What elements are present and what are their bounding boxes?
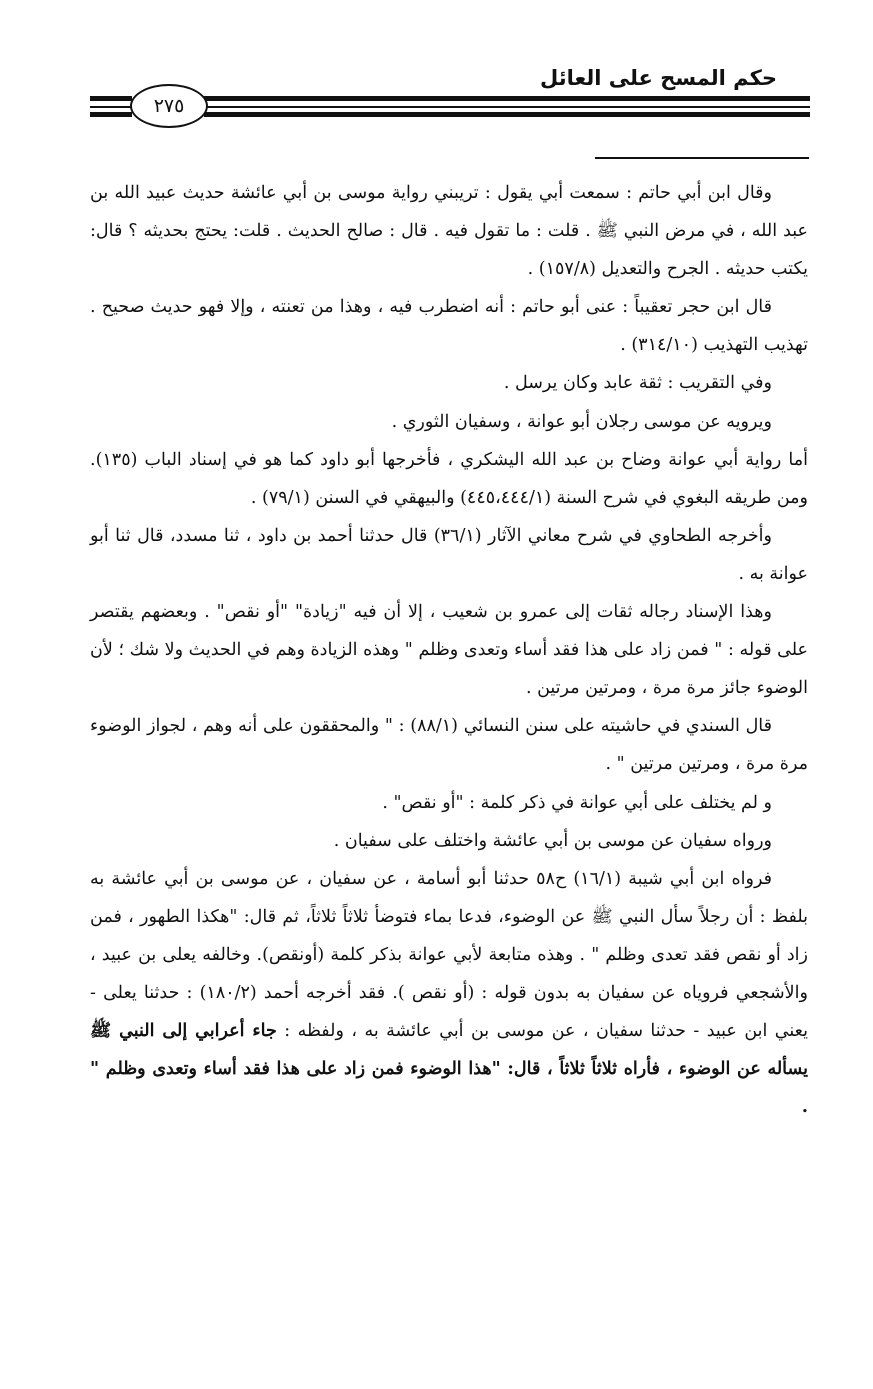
header-rule-left-middle — [90, 106, 132, 108]
paragraph-text: فرواه ابن أبي شيبة (١٦/١) ح٥٨ حدثنا أبو أسامة ، عن سفيان ، عن موسى بن أبي عائشة به بلفظ : أن رجلاً سأل النبي ﷺ عن الوضوء، فدعا بماء فتوضأ ثلاثاً ثلاثاً، ثم قال: "هكذا الطهور ، فمن زاد أو نقص فقد تعدى وظلم " . وهذه متابعة لأبي عوانة بذكر كلمة (أونقص). وخالفه يعلى بن عبيد ، والأشجعي فروياه عن سفيان به بدون قوله : (أو نقص ). فقد أخرجه أحمد (١٨٠/٢) : حدثنا يعلى - يعني ابن عبيد - حدثنا سفيان ، عن موسى بن أبي عائشة به ، ولفظه : — [90, 868, 808, 1042]
main-text — [90, 174, 808, 1126]
paragraph: ويرويه عن موسى رجلان أبو عوانة ، وسفيان الثوري . — [391, 411, 772, 432]
header-rule-left-top — [90, 96, 132, 101]
paragraph: وقال ابن أبي حاتم : سمعت أبي يقول : تريبني رواية موسى بن أبي عائشة حديث عبيد الله بن عبد الله ، في مرض النبي ﷺ . قلت : ما تقول فيه . قال : صالح الحديث . قلت: يحتج بحديثه ؟ قال: يكتب حديثه . الجرح والتعديل (١٥٧/٨) . — [90, 183, 808, 280]
paragraph: وأخرجه الطحاوي في شرح معاني الآثار (٣٦/١) قال حدثنا أحمد بن داود ، ثنا مسدد، قال ثنا أبو عوانة به . — [90, 525, 808, 584]
page-number: ٢٧٥ — [130, 84, 208, 128]
bold-hadith-quote: جاء أعرابي إلى النبي ﷺ يسأله عن الوضوء ، فأراه ثلاثاً ثلاثاً ، قال: "هذا الوضوء فمن زاد على هذا فقد أساء وتعدى وظلم " . — [90, 1021, 808, 1118]
paragraph: ورواه سفيان عن موسى بن أبي عائشة واختلف على سفيان . — [333, 830, 772, 851]
paragraph: وهذا الإسناد رجاله ثقات إلى عمرو بن شعيب ، إلا أن فيه "زيادة" "أو نقص" . وبعضهم يقتصر على قوله : " فمن زاد على هذا فقد أساء وتعدى وظلم " وهذه الزيادة وهم في الحديث ولا شك ؛ لأن الوضوء جائز مرة مرة ، ومرتين مرتين . — [90, 602, 808, 699]
paragraph: و لم يختلف على أبي عوانة في ذكر كلمة : "أو نقص" . — [382, 792, 772, 813]
paragraph: أما رواية أبي عوانة وضاح بن عبد الله اليشكري ، فأخرجها أبو داود كما هو في إسناد الباب (١٣٥). ومن طريقه البغوي في شرح السنة (٤٤٥،٤٤٤/١) والبيهقي في السنن (٧٩/١) . — [90, 449, 808, 508]
header-rule-bottom — [204, 112, 810, 117]
paragraph: وفي التقريب : ثقة عابد وكان يرسل . — [503, 373, 772, 394]
running-header-title: حكم المسح على العائل — [539, 66, 777, 90]
header-rule-top — [204, 96, 810, 101]
header-rule-middle — [204, 106, 810, 108]
paragraph — [90, 860, 808, 1127]
footnote-separator — [595, 157, 809, 159]
paragraph: قال ابن حجر تعقيباً : عنى أبو حاتم : أنه اضطرب فيه ، وهذا من تعنته ، وإلا فهو حديث صحيح . تهذيب التهذيب (٣١٤/١٠) . — [90, 297, 808, 356]
header-rule-left-bottom — [90, 112, 132, 117]
paragraph: قال السندي في حاشيته على سنن النسائي (٨٨/١) : " والمحققون على أنه وهم ، لجواز الوضوء مرة مرة ، ومرتين مرتين " . — [90, 716, 808, 775]
